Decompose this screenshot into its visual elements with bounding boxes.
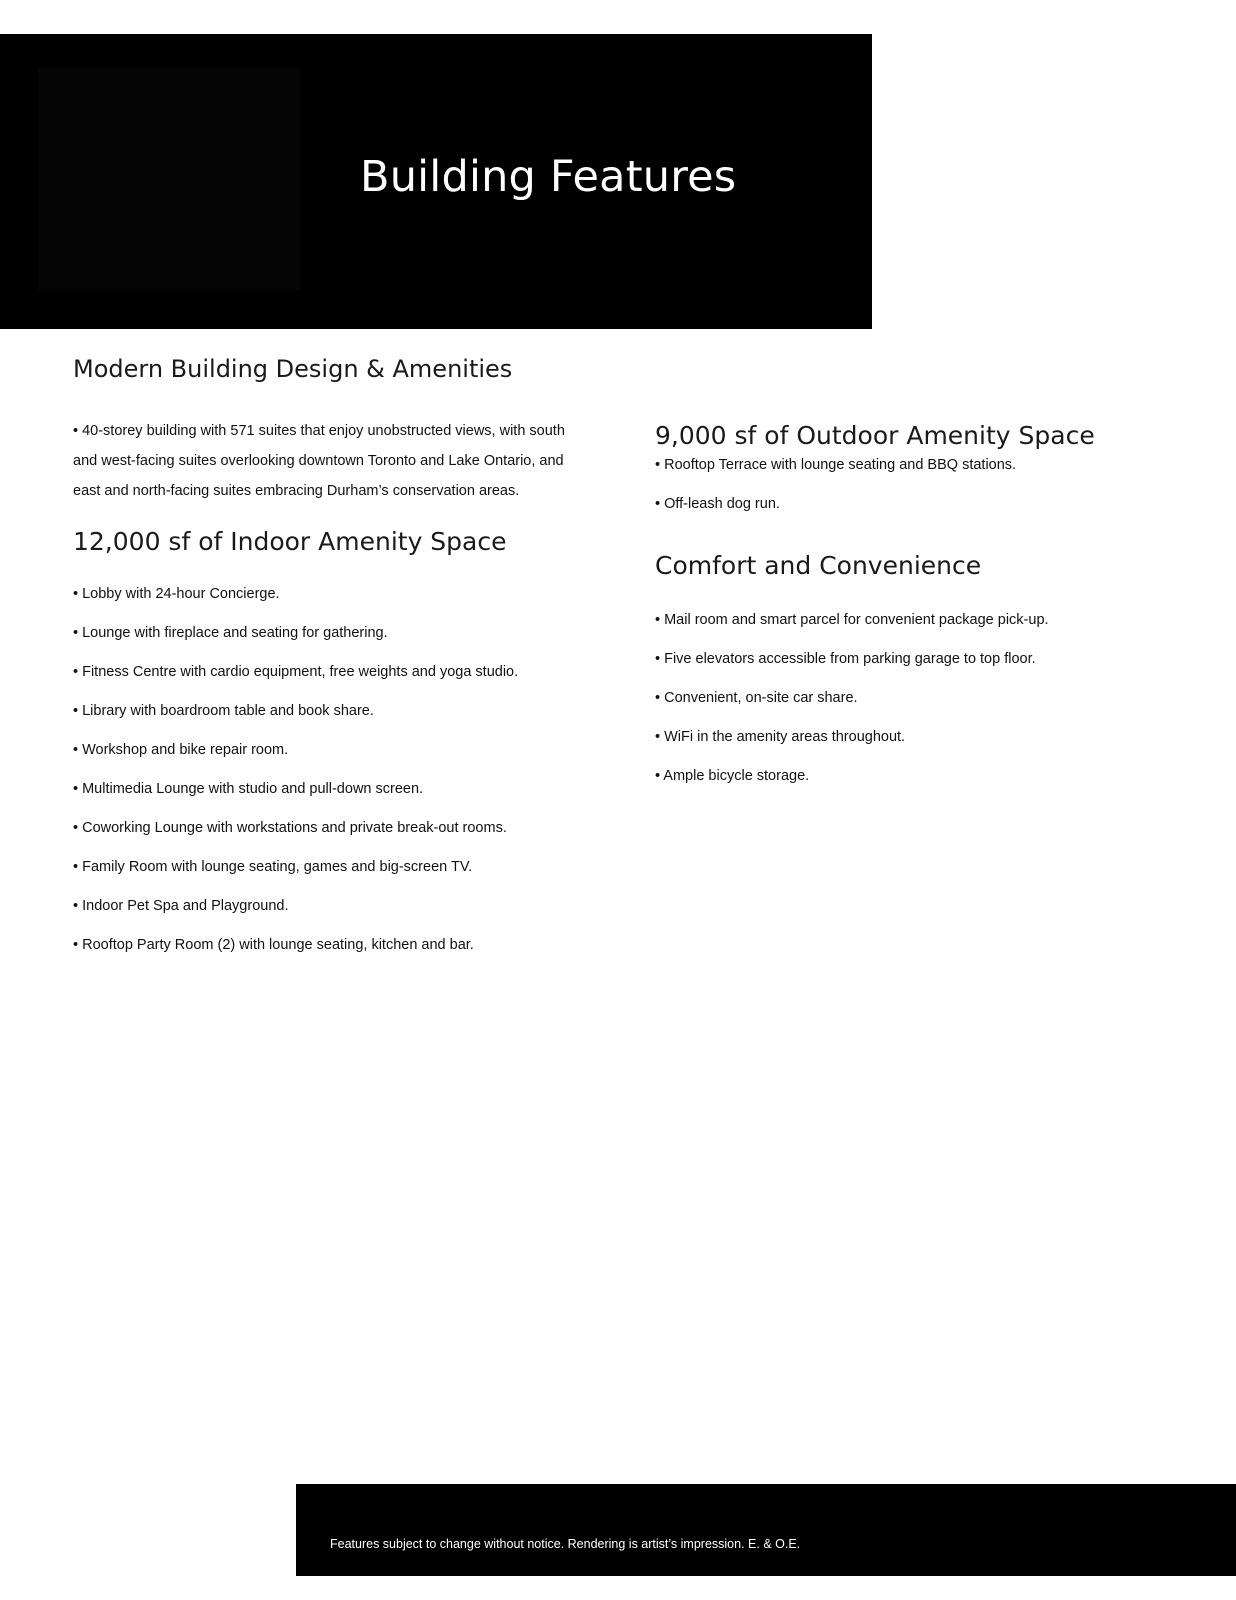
disclaimer-text: Features subject to change without notice. Rendering is artist’s impression. E. & O.E. [330,1537,801,1551]
list-item: • Multimedia Lounge with studio and pull-down screen. [73,781,424,797]
section-heading-indoor-amenity: 12,000 sf of Indoor Amenity Space [73,527,507,556]
section-heading-modern-design: Modern Building Design & Amenities [73,355,513,383]
list-item: • Fitness Centre with cardio equipment, free weights and yoga studio. [73,664,519,680]
list-item: • WiFi in the amenity areas throughout. [655,729,906,745]
banner-image-area [38,68,300,290]
page-title: Building Features [360,152,737,202]
list-item: • Off-leash dog run. [655,496,780,512]
list-item: • Rooftop Terrace with lounge seating and BBQ stations. [655,457,1017,473]
list-item: • Mail room and smart parcel for convenient package pick-up. [655,612,1049,628]
list-item: • Ample bicycle storage. [655,768,810,784]
list-item: • Rooftop Party Room (2) with lounge seating, kitchen and bar. [73,937,474,953]
list-item: • Workshop and bike repair room. [73,742,289,758]
building-description: • 40-storey building with 571 suites that enjoy unobstructed views, with south and west-facing suites overlooking downtown Toronto and Lake Ontario, and east and north-facing suites embracing Durham’s conservation areas. [73,423,565,499]
footer-banner [296,1484,1236,1576]
list-item: • Coworking Lounge with workstations and private break-out rooms. [73,820,507,836]
section-heading-comfort-convenience: Comfort and Convenience [655,551,982,580]
list-item: • Indoor Pet Spa and Playground. [73,898,289,914]
list-item: • Lobby with 24-hour Concierge. [73,586,280,602]
list-item: • Five elevators accessible from parking garage to top floor. [655,651,1036,667]
section-heading-outdoor-amenity: 9,000 sf of Outdoor Amenity Space [655,421,1095,450]
list-item: • Lounge with fireplace and seating for gathering. [73,625,388,641]
list-item: • Family Room with lounge seating, games and big-screen TV. [73,859,473,875]
header-banner [0,34,872,329]
list-item: • Library with boardroom table and book share. [73,703,374,719]
list-item: • Convenient, on-site car share. [655,690,858,706]
